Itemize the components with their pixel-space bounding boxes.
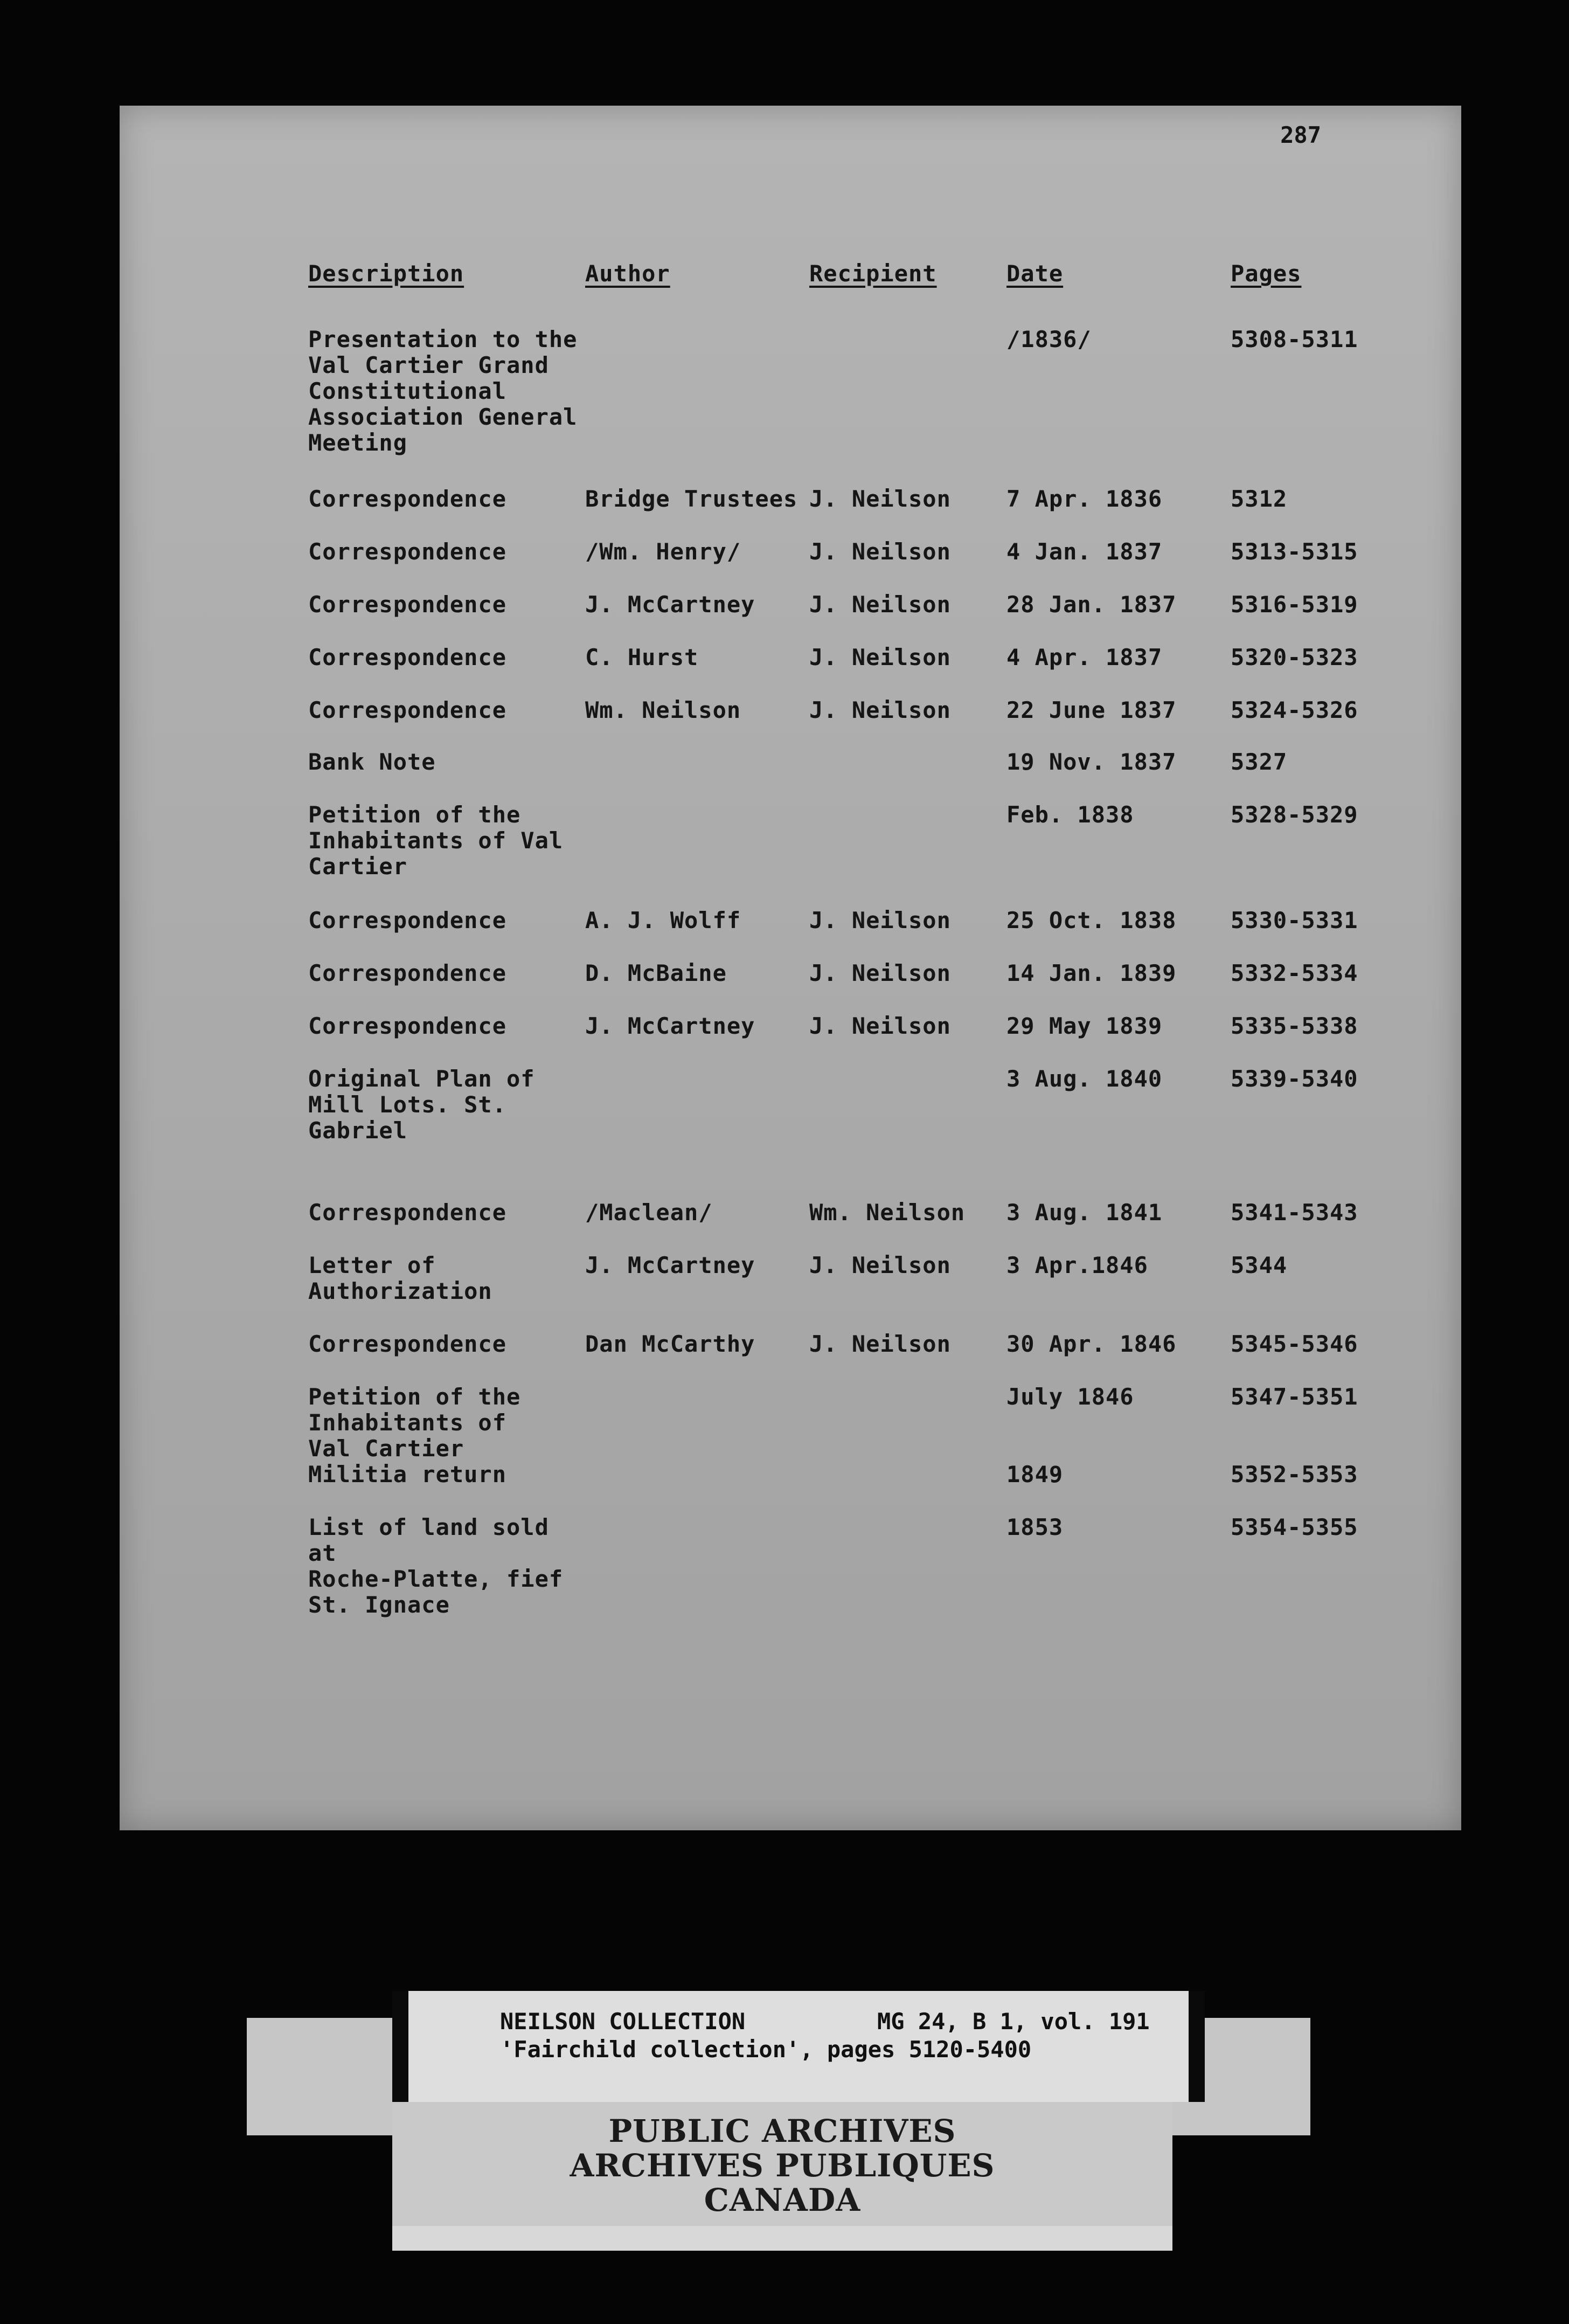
cell-description: Militia return — [308, 1461, 507, 1488]
cell-recipient: J. Neilson — [809, 538, 951, 565]
cell-description: Original Plan of Mill Lots. St. Gabriel — [308, 1066, 535, 1144]
label-collection: NEILSON COLLECTION — [500, 2008, 746, 2035]
cell-description: Correspondence — [308, 486, 507, 512]
header-recipient: Recipient — [809, 260, 937, 287]
cell-recipient: J. Neilson — [809, 591, 951, 618]
cell-author: Dan McCarthy — [585, 1331, 755, 1357]
cell-description: Correspondence — [308, 697, 507, 723]
cell-author: J. McCartney — [585, 591, 755, 618]
cell-pages: 5324-5326 — [1231, 697, 1358, 723]
page-number: 287 — [1280, 122, 1321, 148]
cell-description: Letter of Authorization — [308, 1252, 492, 1304]
stamp-line-2: ARCHIVES PUBLIQUES — [570, 2147, 995, 2184]
cell-date: 14 Jan. 1839 — [1006, 960, 1177, 986]
cell-pages: 5354-5355 — [1231, 1514, 1358, 1540]
cell-pages: 5344 — [1231, 1252, 1288, 1278]
cell-date: 3 Aug. 1840 — [1006, 1066, 1163, 1092]
cell-description: Correspondence — [308, 1199, 507, 1226]
cell-author: /Wm. Henry/ — [585, 538, 741, 565]
cell-date: 4 Apr. 1837 — [1006, 644, 1163, 670]
cell-author: A. J. Wolff — [585, 907, 741, 933]
cell-pages: 5308-5311 — [1231, 326, 1358, 352]
stamp-line-3: CANADA — [704, 2182, 861, 2218]
cell-description: Correspondence — [308, 960, 507, 986]
cell-pages: 5347-5351 — [1231, 1384, 1358, 1410]
cell-date: 19 Nov. 1837 — [1006, 749, 1177, 775]
cell-author: Wm. Neilson — [585, 697, 741, 723]
cell-description: Petition of the Inhabitants of Val Cartier — [308, 801, 564, 880]
document-page — [120, 106, 1461, 1830]
cell-date: 7 Apr. 1836 — [1006, 486, 1163, 512]
label-bottom-strip — [392, 2226, 1172, 2251]
cell-pages: 5328-5329 — [1231, 801, 1358, 828]
stamp-line-1: PUBLIC ARCHIVES — [608, 2113, 956, 2149]
cell-date: 28 Jan. 1837 — [1006, 591, 1177, 618]
cell-pages: 5330-5331 — [1231, 907, 1358, 933]
cell-recipient: J. Neilson — [809, 960, 951, 986]
cell-date: 1849 — [1006, 1461, 1064, 1488]
cell-date: /1836/ — [1006, 326, 1092, 352]
archive-label — [392, 1991, 1205, 2102]
cell-description: List of land sold at Roche-Platte, fief St. Ignace — [308, 1514, 564, 1618]
cell-pages: 5341-5343 — [1231, 1199, 1358, 1226]
cell-description: Correspondence — [308, 1331, 507, 1357]
cell-recipient: J. Neilson — [809, 1013, 951, 1039]
header-date: Date — [1006, 260, 1064, 287]
cell-author: /Maclean/ — [585, 1199, 713, 1226]
cell-pages: 5312 — [1231, 486, 1288, 512]
cell-author: J. McCartney — [585, 1013, 755, 1039]
cell-pages: 5316-5319 — [1231, 591, 1358, 618]
cell-description: Presentation to the Val Cartier Grand Constitutional Association General Meeting — [308, 326, 578, 456]
cell-date: 3 Aug. 1841 — [1006, 1199, 1163, 1226]
cell-pages: 5332-5334 — [1231, 960, 1358, 986]
cell-date: 30 Apr. 1846 — [1006, 1331, 1177, 1357]
cell-recipient: J. Neilson — [809, 1331, 951, 1357]
cell-pages: 5352-5353 — [1231, 1461, 1358, 1488]
cell-author: C. Hurst — [585, 644, 699, 670]
header-description: Description — [308, 260, 464, 287]
cell-description: Correspondence — [308, 1013, 507, 1039]
cell-description: Correspondence — [308, 644, 507, 670]
cell-author: D. McBaine — [585, 960, 727, 986]
cell-pages: 5320-5323 — [1231, 644, 1358, 670]
cell-pages: 5339-5340 — [1231, 1066, 1358, 1092]
cell-date: 25 Oct. 1838 — [1006, 907, 1177, 933]
header-pages: Pages — [1231, 260, 1302, 287]
cell-date: 22 June 1837 — [1006, 697, 1177, 723]
header-author: Author — [585, 260, 670, 287]
cell-author: Bridge Trustees — [585, 486, 798, 512]
label-reference: MG 24, B 1, vol. 191 — [877, 2008, 1150, 2035]
cell-date: 1853 — [1006, 1514, 1064, 1540]
cell-description: Correspondence — [308, 538, 507, 565]
cell-recipient: Wm. Neilson — [809, 1199, 966, 1226]
cell-description: Petition of the Inhabitants of Val Cartier — [308, 1384, 521, 1462]
cell-recipient: J. Neilson — [809, 644, 951, 670]
cell-recipient: J. Neilson — [809, 697, 951, 723]
cell-description: Correspondence — [308, 591, 507, 618]
cell-description: Bank Note — [308, 749, 436, 775]
cell-pages: 5335-5338 — [1231, 1013, 1358, 1039]
cell-date: July 1846 — [1006, 1384, 1134, 1410]
cell-recipient: J. Neilson — [809, 1252, 951, 1278]
cell-recipient: J. Neilson — [809, 907, 951, 933]
cell-date: 29 May 1839 — [1006, 1013, 1163, 1039]
cell-pages: 5345-5346 — [1231, 1331, 1358, 1357]
cell-pages: 5313-5315 — [1231, 538, 1358, 565]
cell-author: J. McCartney — [585, 1252, 755, 1278]
cell-recipient: J. Neilson — [809, 486, 951, 512]
cell-date: 4 Jan. 1837 — [1006, 538, 1163, 565]
cell-date: Feb. 1838 — [1006, 801, 1134, 828]
cell-description: Correspondence — [308, 907, 507, 933]
label-subtitle: 'Fairchild collection', pages 5120-5400 — [500, 2036, 1032, 2063]
cell-pages: 5327 — [1231, 749, 1288, 775]
cell-date: 3 Apr.1846 — [1006, 1252, 1148, 1278]
